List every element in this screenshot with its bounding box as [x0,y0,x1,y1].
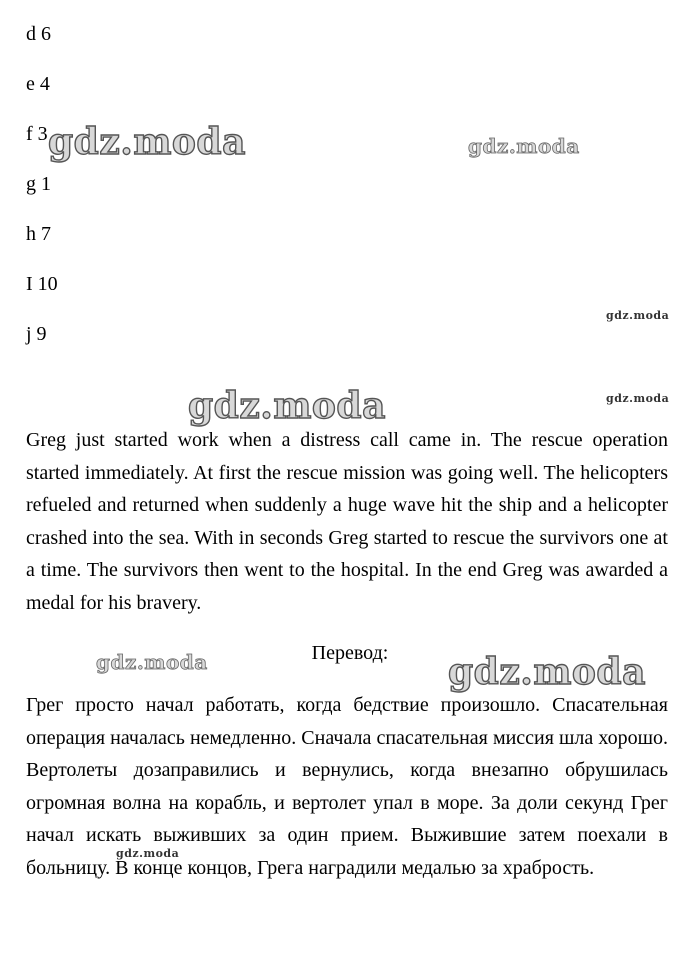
watermark: gdz.moda [188,385,386,427]
answer-item: I 10 [26,273,58,295]
watermark: gdz.moda [48,121,246,163]
english-story-paragraph: Greg just started work when a distress call came in. The rescue operation started immediately. At first the rescue mission was going well. The helicopters refueled and returned when suddenly a huge wave hit the ship and a helicopter crashed into the sea. With in seconds Greg started to rescue the survivors one at a time. The survivors then went to the hospital. In the end Greg was awarded a medal for his bravery. [26,429,668,614]
watermark: gdz.moda [606,309,670,322]
answer-list [26,22,58,372]
answer-item: j 9 [26,323,47,345]
answer-item: d 6 [26,23,51,45]
watermark: gdz.moda [96,650,208,674]
watermark: gdz.moda [116,847,180,860]
answer-item: g 1 [26,173,51,195]
answer-item: e 4 [26,73,50,95]
watermark: gdz.moda [448,651,646,693]
answer-item: h 7 [26,223,51,245]
russian-translation-paragraph: Грег просто начал работать, когда бедствие произошло. Спасательная операция началась немедленно. Сначала спасательная миссия шла хорошо. Вертолеты дозаправились и вернулись, когда внезапно обрушилась огромная волна на корабль, и вертолет упал в море. За доли секунд Грег начал искать выживших за один прием. Выжившие затем поехали в больницу. В конце концов, Грега наградили медалью за храбрость. [26,694,668,879]
translation-heading: Перевод: [311,642,389,664]
watermark: gdz.moda [468,134,580,158]
watermark: gdz.moda [606,392,670,405]
answer-item: f 3 [26,123,48,145]
